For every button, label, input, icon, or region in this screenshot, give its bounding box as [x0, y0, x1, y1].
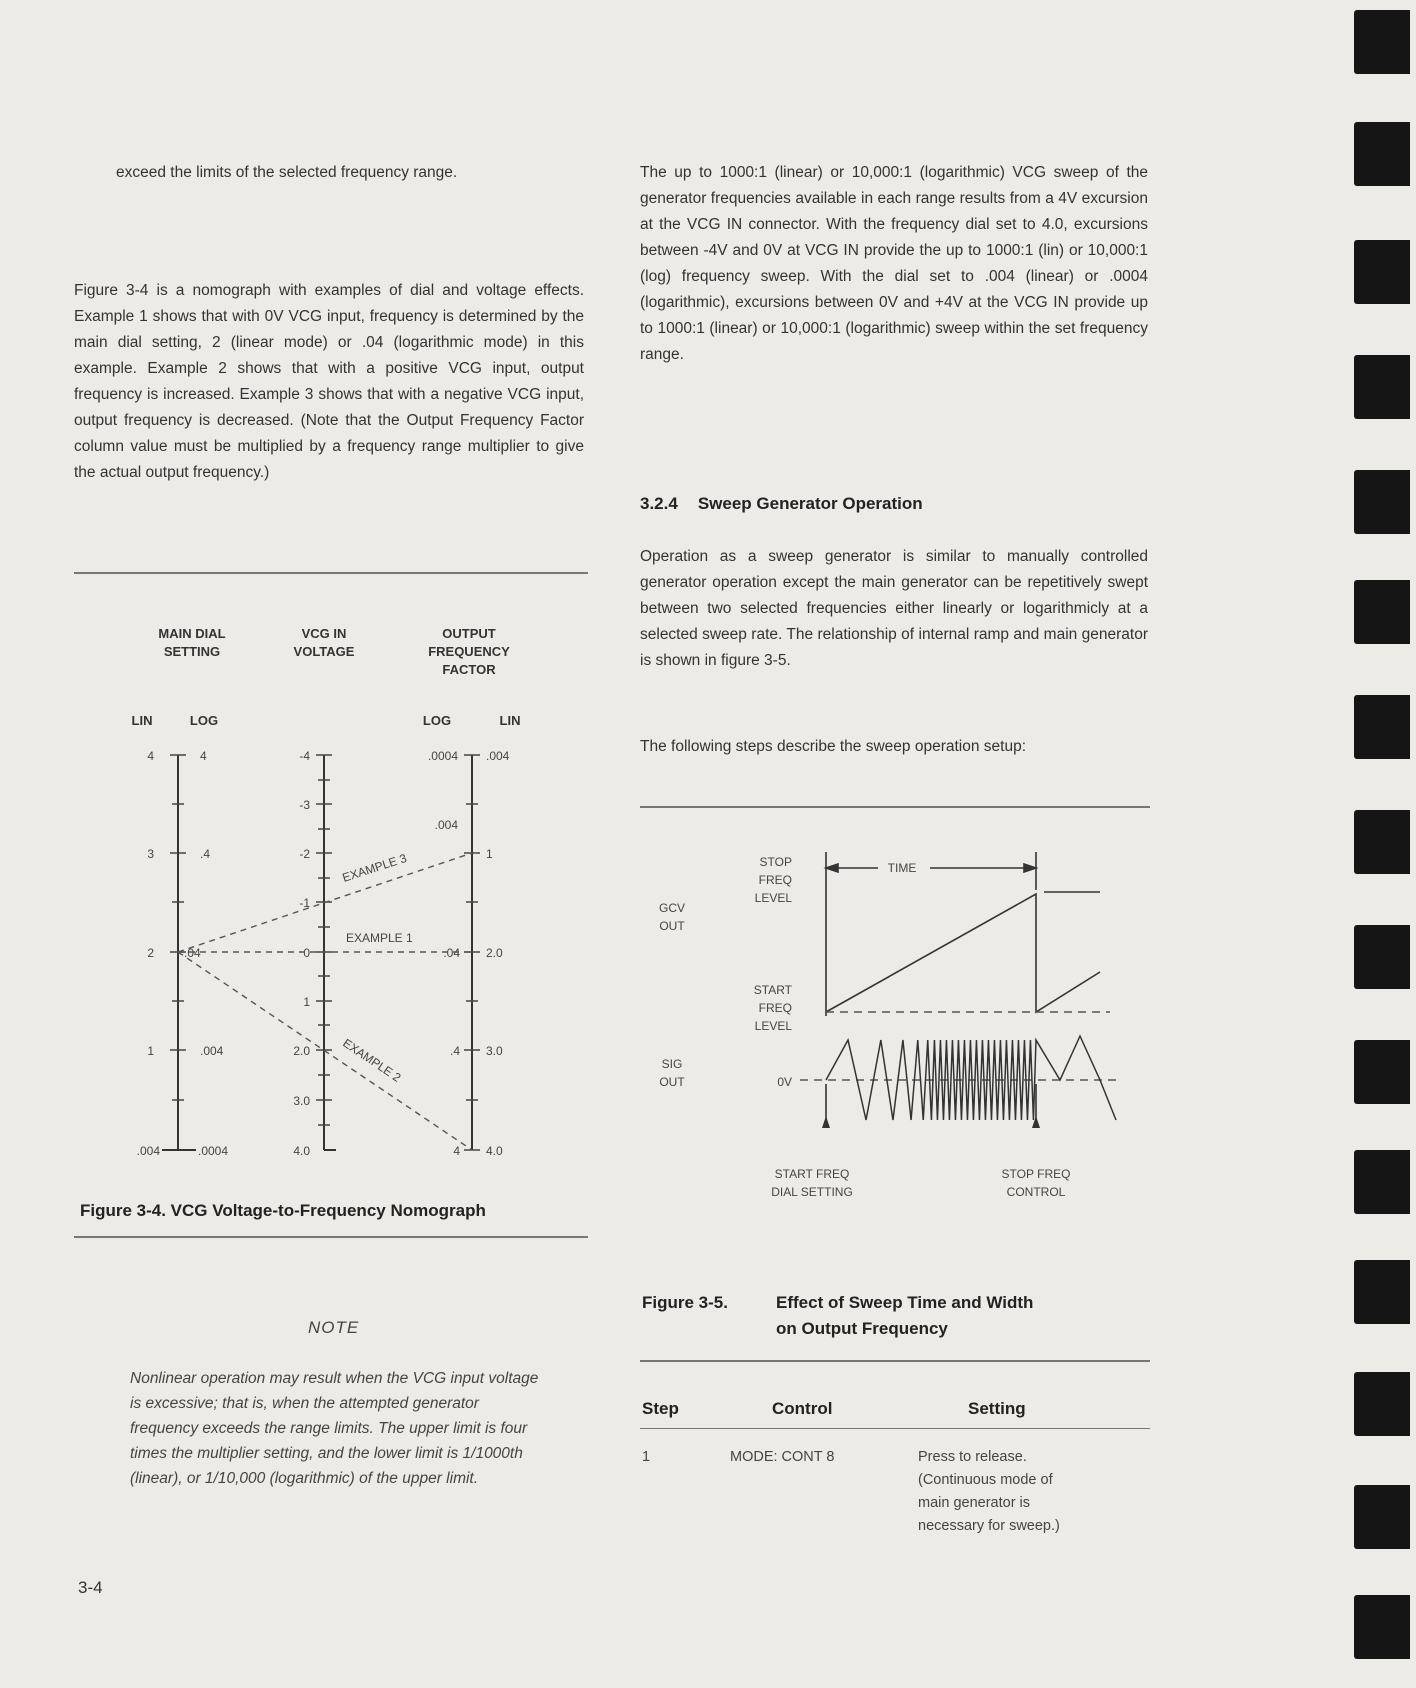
- main-log-tick: .4: [200, 847, 211, 861]
- output-header-1: OUTPUT: [442, 626, 496, 641]
- section-title: Sweep Generator Operation: [697, 494, 923, 513]
- main-lin-tick: 2: [147, 946, 154, 960]
- note-body: Nonlinear operation may result when the VCG input voltage is excessive; that is, when the attempted generator frequency exceeds the range limits. The upper limit is four times the multiplier setting, and the lower limit is 1/1000th (linear), or 1/10,000 (logarithmic) of the upper limit.: [130, 1370, 539, 1487]
- svg-text:FREQ: FREQ: [758, 1001, 792, 1015]
- vcg-tick: 1: [303, 995, 310, 1009]
- output-lin-tick: 1: [486, 847, 493, 861]
- step-control: MODE: CONT 8: [730, 1449, 835, 1465]
- binding-tab: [1354, 1595, 1410, 1659]
- main-dial-header-2: SETTING: [163, 644, 221, 659]
- output-log-tick: 4: [453, 1144, 460, 1158]
- divider: [74, 572, 588, 574]
- output-header-2: FREQUENCY: [428, 644, 510, 659]
- time-label: TIME: [887, 861, 917, 875]
- vcg-sweep-text: The up to 1000:1 (linear) or 10,000:1 (logarithmic) VCG sweep of the generator frequencies available in each range results from a 4V excursion at the VCG IN connector. With the frequency dial set to 4.0, excursions between -4V and 0V at VCG IN provide the up to 1000:1 (lin) or 10,000:1 (log) frequency sweep. With the dial set to .004 (linear) or .0004 (logarithmic), excursions between 0V and +4V at the VCG IN provide up to 1000:1 (linear) or 10,000:1 (logarithmic) sweep within the set frequency range.: [640, 164, 1148, 363]
- ramp-waveform: [826, 894, 1100, 1012]
- stop-freq-label: STOP: [759, 855, 792, 869]
- page-number: 3-4: [78, 1578, 103, 1597]
- time-arrow-left: [826, 864, 838, 872]
- divider: [640, 1360, 1150, 1362]
- setting-column-header: Setting: [968, 1399, 1026, 1418]
- section-number: 3.2.4: [640, 494, 678, 513]
- svg-text:CONTROL: CONTROL: [1006, 1185, 1066, 1199]
- nomograph-figure: [74, 620, 594, 1200]
- output-log-tick: .0004: [427, 749, 458, 763]
- svg-text:DIAL SETTING: DIAL SETTING: [771, 1185, 853, 1199]
- gcv-out-label: GCV: [658, 901, 686, 915]
- control-column-header: Control: [772, 1399, 833, 1418]
- figure-description-paragraph: [74, 278, 584, 486]
- divider: [74, 1236, 588, 1238]
- output-lin-tick: 4.0: [486, 1144, 503, 1158]
- output-log-tick: .004: [434, 818, 458, 832]
- vcg-tick: 4.0: [293, 1144, 310, 1158]
- vcg-header-1: VCG IN: [301, 626, 347, 641]
- binding-tab: [1354, 1372, 1410, 1436]
- binding-tab: [1354, 580, 1410, 644]
- section-heading: [640, 494, 923, 514]
- steps-intro-paragraph: [640, 734, 1148, 760]
- sig-out-label: SIG: [661, 1057, 683, 1071]
- binding-tab: [1354, 1150, 1410, 1214]
- step-column-header: Step: [642, 1399, 679, 1418]
- vcg-tick: -1: [299, 896, 310, 910]
- spiral-binding: [1336, 0, 1416, 1688]
- main-dial-header-1: MAIN DIAL: [158, 626, 226, 641]
- zero-v-label: 0V: [777, 1075, 792, 1089]
- binding-tab: [1354, 925, 1410, 989]
- vcg-tick: -4: [299, 749, 310, 763]
- binding-tab: [1354, 810, 1410, 874]
- step-setting: Press to release. (Continuous mode of main generator is necessary for sweep.): [918, 1449, 1060, 1534]
- vcg-tick: 3.0: [293, 1094, 310, 1108]
- divider: [640, 1428, 1150, 1429]
- divider: [640, 806, 1150, 808]
- vcg-tick: -2: [299, 847, 310, 861]
- example-1-label: EXAMPLE 1: [346, 931, 413, 945]
- binding-tab: [1354, 355, 1410, 419]
- vcg-tick: -3: [299, 798, 310, 812]
- figure-description-text: Figure 3-4 is a nomograph with examples of dial and voltage effects. Example 1 shows that with 0V VCG input, frequency is determined by the main dial setting, 2 (linear mode) or .04 (logarithmic mode) in this example. Example 2 shows that with a positive VCG input, output frequency is increased. Example 3 shows that with a negative VCG input, output frequency is decreased. (Note that the Output Frequency Factor column value must be multiplied by a frequency range multiplier to give the actual output frequency.): [74, 282, 584, 481]
- main-lin-tick: 4: [147, 749, 154, 763]
- log-header: LOG: [189, 713, 219, 728]
- log-header-right: LOG: [422, 713, 452, 728]
- sweep-timing-diagram: [640, 840, 1140, 1220]
- note-title: NOTE: [308, 1318, 360, 1337]
- svg-text:OUT: OUT: [659, 1075, 685, 1089]
- main-lin-tick: .004: [136, 1144, 160, 1158]
- sweep-operation-text: Operation as a sweep generator is similar to manually controlled generator operation except the main generator can be repetitively swept between two selected frequencies either linearly or logarithmicly at a selected sweep rate. The relationship of internal ramp and main generator is shown in figure 3-5.: [640, 548, 1148, 669]
- example-3-label: EXAMPLE 3: [340, 850, 409, 885]
- sweep-operation-paragraph: [640, 544, 1148, 674]
- stop-freq-control-label: STOP FREQ: [1001, 1167, 1071, 1181]
- output-lin-tick: 3.0: [486, 1044, 503, 1058]
- output-log-tick: .04: [443, 946, 460, 960]
- binding-tab: [1354, 1485, 1410, 1549]
- vcg-tick: 0: [303, 946, 310, 960]
- svg-text:FREQ: FREQ: [758, 873, 792, 887]
- vcg-header-2: VOLTAGE: [293, 644, 355, 659]
- time-arrow-right: [1024, 864, 1036, 872]
- main-log-tick: .04: [184, 946, 201, 960]
- figure-3-5-label: Figure 3-5.: [642, 1293, 728, 1312]
- sig-waveform: [826, 1036, 1116, 1120]
- vcg-tick: 2.0: [293, 1044, 310, 1058]
- svg-text:OUT: OUT: [659, 919, 685, 933]
- svg-text:LEVEL: LEVEL: [754, 891, 792, 905]
- continuation-paragraph: [116, 160, 580, 186]
- binding-tab: [1354, 470, 1410, 534]
- output-header-3: FACTOR: [442, 662, 496, 677]
- main-lin-tick: 3: [147, 847, 154, 861]
- main-log-tick: 4: [200, 749, 207, 763]
- output-lin-tick: .004: [486, 749, 510, 763]
- svg-text:LEVEL: LEVEL: [754, 1019, 792, 1033]
- figure-3-4-caption: Figure 3-4. VCG Voltage-to-Frequency Nomograph: [80, 1201, 486, 1220]
- lin-header-right: LIN: [499, 713, 521, 728]
- binding-tab: [1354, 122, 1410, 186]
- binding-tab: [1354, 1040, 1410, 1104]
- steps-intro-text: The following steps describe the sweep operation setup:: [640, 738, 1027, 755]
- main-log-tick: .0004: [198, 1144, 229, 1158]
- vcg-sweep-paragraph: [640, 160, 1148, 368]
- start-arrow: [822, 1116, 830, 1128]
- main-log-tick: .004: [200, 1044, 224, 1058]
- example-2-label: EXAMPLE 2: [340, 1035, 404, 1085]
- figure-3-5-caption: Figure 3-5. Effect of Sweep Time and Width on Output Frequency: [642, 1290, 1142, 1342]
- output-lin-tick: 2.0: [486, 946, 503, 960]
- binding-tab: [1354, 240, 1410, 304]
- output-log-tick: .4: [449, 1044, 460, 1058]
- continuation-text: exceed the limits of the selected frequency range.: [116, 164, 458, 181]
- start-freq-label: START: [753, 983, 792, 997]
- main-lin-tick: 1: [147, 1044, 154, 1058]
- start-freq-dial-label: START FREQ: [774, 1167, 850, 1181]
- binding-tab: [1354, 1260, 1410, 1324]
- binding-tab: [1354, 695, 1410, 759]
- step-number: 1: [642, 1449, 651, 1465]
- lin-header: LIN: [131, 713, 153, 728]
- binding-tab: [1354, 10, 1410, 74]
